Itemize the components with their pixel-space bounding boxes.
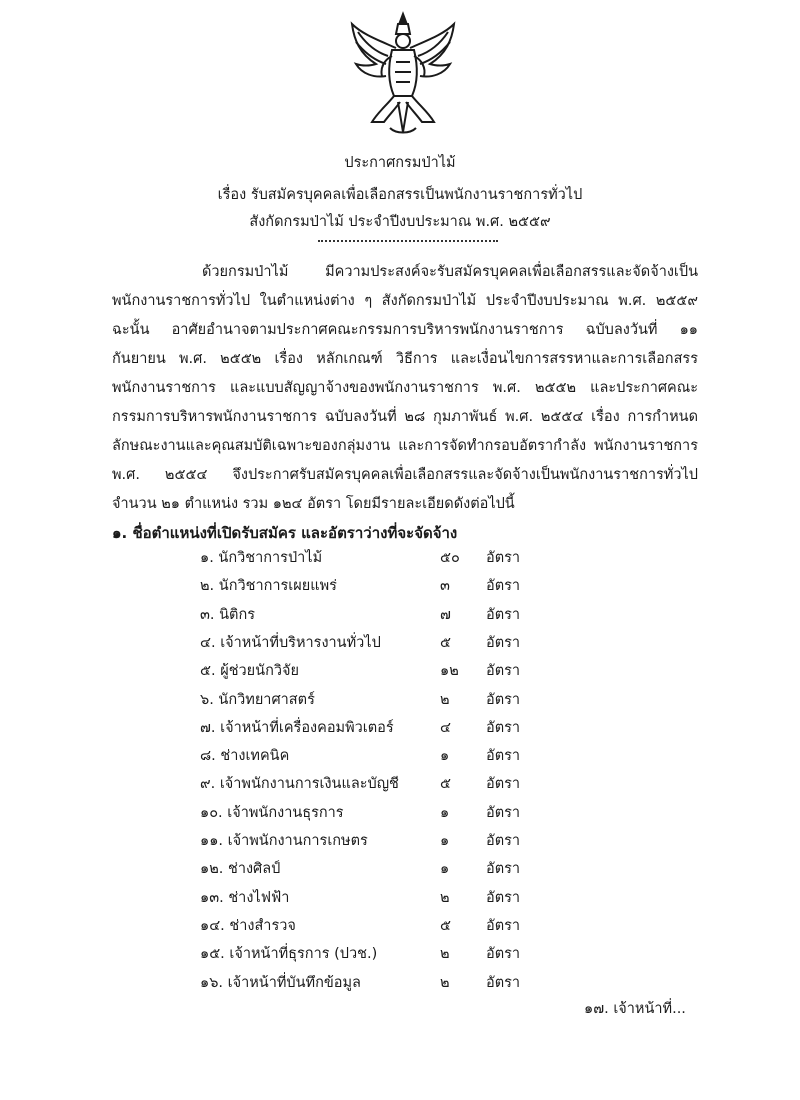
section-heading: ๑. ชื่อตำแหน่งที่เปิดรับสมัคร และอัตราว่างที่จะจัดจ้าง bbox=[112, 524, 458, 542]
position-count: ๑ bbox=[440, 748, 450, 765]
position-unit: อัตรา bbox=[486, 974, 521, 991]
position-count: ๑ bbox=[440, 833, 450, 849]
position-name: ๔. เจ้าหน้าที่บริหารงานทั่วไป bbox=[200, 634, 381, 651]
position-row bbox=[0, 770, 800, 798]
position-count: ๑ bbox=[440, 804, 450, 821]
position-unit: อัตรา bbox=[486, 606, 521, 623]
position-name: ๒. นักวิชาการเผยแพร่ bbox=[200, 578, 337, 595]
position-count: ๑๒ bbox=[440, 663, 459, 680]
position-count: ๒ bbox=[440, 946, 450, 963]
position-count: ๓ bbox=[440, 578, 450, 595]
position-count: ๕ bbox=[440, 634, 451, 651]
announcement-subject: เรื่อง รับสมัครบุคคลเพื่อเลือกสรรเป็นพนักงานราชการทั่วไป bbox=[217, 187, 583, 203]
position-row bbox=[0, 657, 800, 685]
position-row bbox=[0, 601, 800, 629]
position-count: ๒ bbox=[440, 691, 450, 708]
position-count: ๕๐ bbox=[440, 550, 460, 566]
position-name: ๙. เจ้าพนักงานการเงินและบัญชี bbox=[200, 776, 399, 793]
garuda-emblem-icon bbox=[348, 10, 458, 138]
position-name: ๑๐. เจ้าพนักงานธุรการ bbox=[200, 804, 344, 821]
position-unit: อัตรา bbox=[486, 861, 521, 878]
position-name: ๓. นิติกร bbox=[200, 606, 256, 623]
position-unit: อัตรา bbox=[486, 748, 521, 765]
position-unit: อัตรา bbox=[486, 634, 521, 651]
position-unit: อัตรา bbox=[486, 550, 521, 566]
dotted-divider bbox=[318, 240, 498, 242]
position-count: ๒ bbox=[440, 889, 450, 906]
position-unit: อัตรา bbox=[486, 833, 521, 849]
position-count: ๕ bbox=[440, 776, 451, 793]
position-name: ๑. นักวิชาการป่าไม้ bbox=[200, 550, 323, 566]
position-name: ๕. ผู้ช่วยนักวิจัย bbox=[200, 663, 299, 680]
position-row bbox=[0, 629, 800, 657]
position-unit: อัตรา bbox=[486, 889, 521, 906]
continuation-text: ๑๗. เจ้าหน้าที่... bbox=[584, 1001, 686, 1017]
position-unit: อัตรา bbox=[486, 719, 521, 736]
position-name: ๘. ช่างเทคนิค bbox=[200, 748, 290, 765]
position-unit: อัตรา bbox=[486, 578, 521, 595]
intro-text: ด้วยกรมป่าไม้ มีความประสงค์จะรับสมัครบุคคลเพื่อเลือกสรรและจัดจ้างเป็นพนักงานราชการทั่วไป ในตำแหน่งต่าง ๆ สังกัดกรมป่าไม้ ประจำปีงบประมาณ พ.ศ. ๒๕๕๙ ฉะนั้น อาศัยอำนาจตามประกาศคณะกรรมการบริหารพนักงานราชการ ฉบับลงวันที่ ๑๑ กันยายน พ.ศ. ๒๕๕๒ เรื่อง หลักเกณฑ์ วิธีการ และเงื่อนไขการสรรหาและการเลือกสรรพนักงานราชการ และแบบสัญญาจ้างของพนักงานราชการ พ.ศ. ๒๕๕๒ และประกาศคณะกรรมการบริหารพนักงานราชการ ฉบับลงวันที่ ๒๘ กุมภาพันธ์ พ.ศ. ๒๕๕๔ เรื่อง การกำหนดลักษณะงานและคุณสมบัติเฉพาะของกลุ่มงาน และการจัดทำกรอบอัตรากำลัง พนักงานราชการ พ.ศ. ๒๕๕๔ จึงประกาศรับสมัครบุคคลเพื่อเลือกสรรและจัดจ้างเป็นพนักงานราชการทั่วไป จำนวน ๒๑ ตำแหน่ง รวม ๑๒๔ อัตรา โดยมีรายละเอียดดังต่อไปนี้ bbox=[112, 264, 698, 512]
announcement-scope: สังกัดกรมป่าไม้ ประจำปีงบประมาณ พ.ศ. ๒๕๕๙ bbox=[249, 214, 551, 230]
position-name: ๑๒. ช่างศิลป์ bbox=[200, 861, 281, 878]
position-row bbox=[0, 799, 800, 827]
position-count: ๒ bbox=[440, 974, 450, 991]
position-row bbox=[0, 912, 800, 940]
position-row bbox=[0, 686, 800, 714]
position-unit: อัตรา bbox=[486, 804, 521, 821]
position-unit: อัตรา bbox=[486, 776, 521, 793]
position-count: ๗ bbox=[440, 606, 451, 623]
position-name: ๑๖. เจ้าหน้าที่บันทึกข้อมูล bbox=[200, 974, 361, 991]
position-name: ๑๓. ช่างไฟฟ้า bbox=[200, 889, 290, 906]
position-name: ๑๑. เจ้าพนักงานการเกษตร bbox=[200, 833, 368, 849]
position-count: ๑ bbox=[440, 861, 450, 878]
position-row bbox=[0, 940, 800, 968]
position-row bbox=[0, 572, 800, 600]
position-row bbox=[0, 855, 800, 883]
position-row bbox=[0, 827, 800, 855]
position-row bbox=[0, 544, 800, 572]
position-row bbox=[0, 969, 800, 997]
position-unit: อัตรา bbox=[486, 691, 521, 708]
position-name: ๑๕. เจ้าหน้าที่ธุรการ (ปวช.) bbox=[200, 946, 378, 963]
position-row bbox=[0, 884, 800, 912]
position-row bbox=[0, 714, 800, 742]
position-unit: อัตรา bbox=[486, 663, 521, 680]
announcement-title: ประกาศกรมป่าไม้ bbox=[344, 155, 456, 171]
position-unit: อัตรา bbox=[486, 946, 521, 963]
intro-paragraph bbox=[112, 258, 698, 519]
position-row bbox=[0, 742, 800, 770]
position-count: ๔ bbox=[440, 719, 451, 736]
position-name: ๗. เจ้าหน้าที่เครื่องคอมพิวเตอร์ bbox=[200, 719, 394, 736]
position-unit: อัตรา bbox=[486, 917, 521, 934]
position-count: ๕ bbox=[440, 917, 451, 934]
position-name: ๖. นักวิทยาศาสตร์ bbox=[200, 691, 315, 708]
position-name: ๑๔. ช่างสำรวจ bbox=[200, 917, 296, 934]
